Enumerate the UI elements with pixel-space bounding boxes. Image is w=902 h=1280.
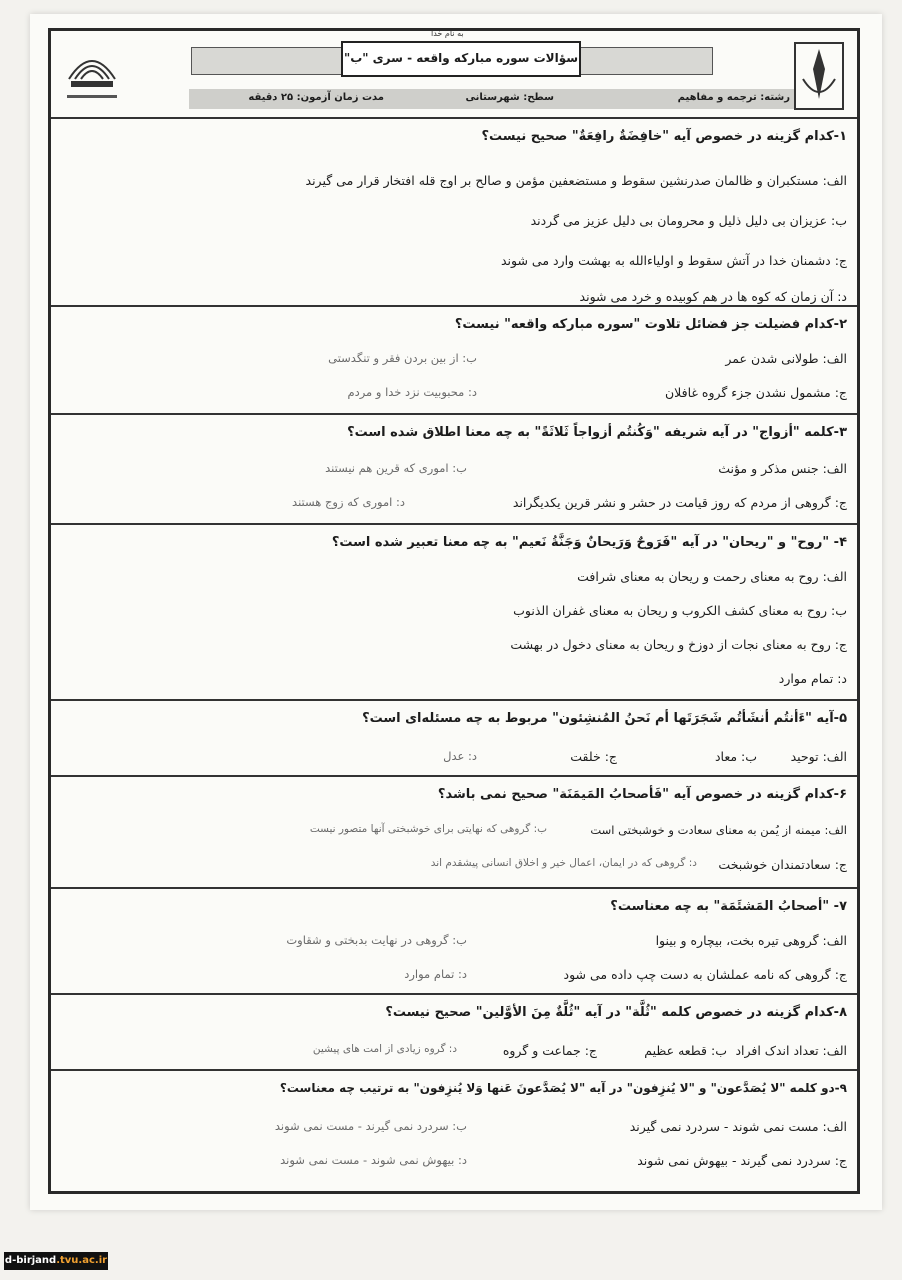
option-a: الف: جنس مذکر و مؤنث	[718, 461, 847, 476]
question-title: ۱-کدام گزینه در خصوص آیه "خافِضَةٌ رافِعَةٌ" صحیح نیست؟	[481, 129, 847, 144]
option-d: د: بیهوش نمی شوند - مست نمی شوند	[280, 1153, 467, 1167]
question-title: ۳-کلمه "أزواج" در آیه شریفه "وَکُنتُم أزواجاً ثَلاثَةً" به چه معنا اطلاق شده است؟	[347, 425, 847, 440]
option-d: د: تمام موارد	[404, 967, 467, 981]
question-6	[51, 777, 857, 889]
option-b: ب: معاد	[714, 749, 757, 764]
title-banner	[191, 29, 711, 77]
question-1	[51, 117, 857, 307]
option-c: ج: روح به معنای نجات از دوزخ و ریحان به معنای دخول در بهشت	[510, 637, 847, 652]
option-d: د: تمام موارد	[778, 671, 847, 686]
question-4	[51, 525, 857, 701]
question-title: ۹-دو کلمه "لا یُصَدَّعون" و "لا یُنزِفون" در آیه "لا یُصَدَّعونَ عَنها وَلا یُنزِفون" به ترتیب چه معناست؟	[279, 1081, 847, 1095]
exam-frame	[48, 28, 860, 1194]
option-d: د: گروهی که در ایمان، اعمال خیر و اخلاق انسانی پیشقدم اند	[430, 857, 697, 869]
option-c: ج: سردرد نمی گیرند - بیهوش نمی شوند	[637, 1153, 847, 1168]
option-b: ب: گروهی در نهایت بدبختی و شقاوت	[286, 933, 467, 947]
option-b: ب: قطعه عظیم	[644, 1043, 727, 1058]
emblem-logo-icon	[791, 39, 847, 113]
option-a: الف: طولانی شدن عمر	[725, 351, 847, 366]
header-small-top: به نام خدا	[431, 29, 464, 38]
option-c: ج: سعادتمندان خوشبخت	[718, 857, 847, 872]
question-7	[51, 889, 857, 995]
option-d: د: محبوبیت نزد خدا و مردم	[347, 385, 477, 399]
question-title: ۴- "روح" و "ریحان" در آیه "فَرَوحٌ وَرَیحانٌ وَجَنَّةُ نَعیم" به چه معنا تعبیر شده است؟	[331, 535, 847, 550]
option-b: ب: از بین بردن فقر و تنگدستی	[328, 351, 477, 365]
option-c: ج: گروهی که نامه عملشان به دست چپ داده می شود	[563, 967, 847, 982]
exam-header	[51, 31, 857, 119]
site-watermark	[4, 1252, 108, 1270]
option-d: د: گروه زیادی از امت های پیشین	[312, 1043, 457, 1055]
option-d: د: عدل	[443, 749, 477, 763]
watermark-site-suffix: .tvu.ac.ir	[56, 1255, 108, 1266]
option-b: ب: روح به معنای کشف الکروب و ریحان به معنای غفران الذنوب	[513, 603, 847, 618]
meta-duration: مدت زمان آزمون: ۲۵ دقیقه	[248, 92, 384, 103]
institute-logo-icon	[61, 39, 123, 109]
option-c: ج: مشمول نشدن جزء گروه غافلان	[664, 385, 847, 400]
option-a: الف: توحید	[790, 749, 847, 764]
question-5	[51, 701, 857, 777]
question-title: ۷- "أصحابُ المَشئَمَة" به چه معناست؟	[610, 899, 847, 914]
exam-title: سؤالات سوره مبارکه واقعه - سری "ب"	[341, 41, 581, 77]
watermark-site-main: d-birjand	[4, 1255, 57, 1266]
option-b: ب: گروهی که نهایتی برای خوشبختی آنها متصور نیست	[309, 823, 547, 835]
option-c: ج: خلقت	[570, 749, 617, 764]
option-b: ب: سردرد نمی گیرند - مست نمی شوند	[274, 1119, 467, 1133]
option-a: الف: میمنه از یُمن به معنای سعادت و خوشبختی است	[590, 823, 847, 837]
option-b: ب: عزیزان بی دلیل ذلیل و محرومان بی دلیل عزیز می گردند	[530, 213, 847, 228]
option-d: د: آن زمان که کوه ها در هم کوبیده و خرد می شوند	[579, 289, 847, 304]
question-2	[51, 307, 857, 415]
option-a: الف: گروهی تیره بخت، بیچاره و بینوا	[655, 933, 847, 948]
question-title: ۶-کدام گزینه در خصوص آیه "فَأصحابُ المَیمَنَة" صحیح نمی باشد؟	[437, 787, 847, 802]
option-a: الف: مست نمی شوند - سردرد نمی گیرند	[629, 1119, 847, 1134]
option-a: الف: تعداد اندک افراد	[735, 1043, 847, 1058]
question-8	[51, 995, 857, 1071]
option-d: د: اموری که زوج هستند	[292, 495, 405, 509]
option-c: ج: جماعت و گروه	[502, 1043, 597, 1058]
question-title: ۸-کدام گزینه در خصوص کلمه "ثُلَّة" در آیه "ثُلَّةٌ مِنَ الأوَّلین" صحیح نیست؟	[385, 1005, 847, 1020]
option-a: الف: روح به معنای رحمت و ریحان به معنای شرافت	[577, 569, 847, 584]
option-c: ج: دشمنان خدا در آتش سقوط و اولیاءالله به بهشت وارد می شوند	[500, 253, 847, 268]
meta-field: رشته: ترجمه و مفاهیم	[677, 92, 790, 103]
question-9	[51, 1071, 857, 1191]
exam-meta-bar	[189, 89, 794, 109]
question-3	[51, 415, 857, 525]
question-title: ۵-آیه "ءَأنتُم أنشَأتُم شَجَرَتَها أم نَحنُ المُنشِئون" مربوط به چه مسئله‌ای است؟	[362, 711, 847, 726]
option-c: ج: گروهی از مردم که روز قیامت در حشر و نشر قرین یکدیگراند	[512, 495, 847, 510]
option-b: ب: اموری که قرین هم نیستند	[325, 461, 467, 475]
question-title: ۲-کدام فضیلت جز فضائل تلاوت "سوره مبارکه واقعه" نیست؟	[454, 317, 847, 332]
option-a: الف: مستکبران و ظالمان صدرنشین سقوط و مستضعفین مؤمن و صالح بر اوج قله افتخار قرار می گیرند	[305, 173, 847, 188]
meta-level: سطح: شهرستانی	[465, 92, 554, 103]
